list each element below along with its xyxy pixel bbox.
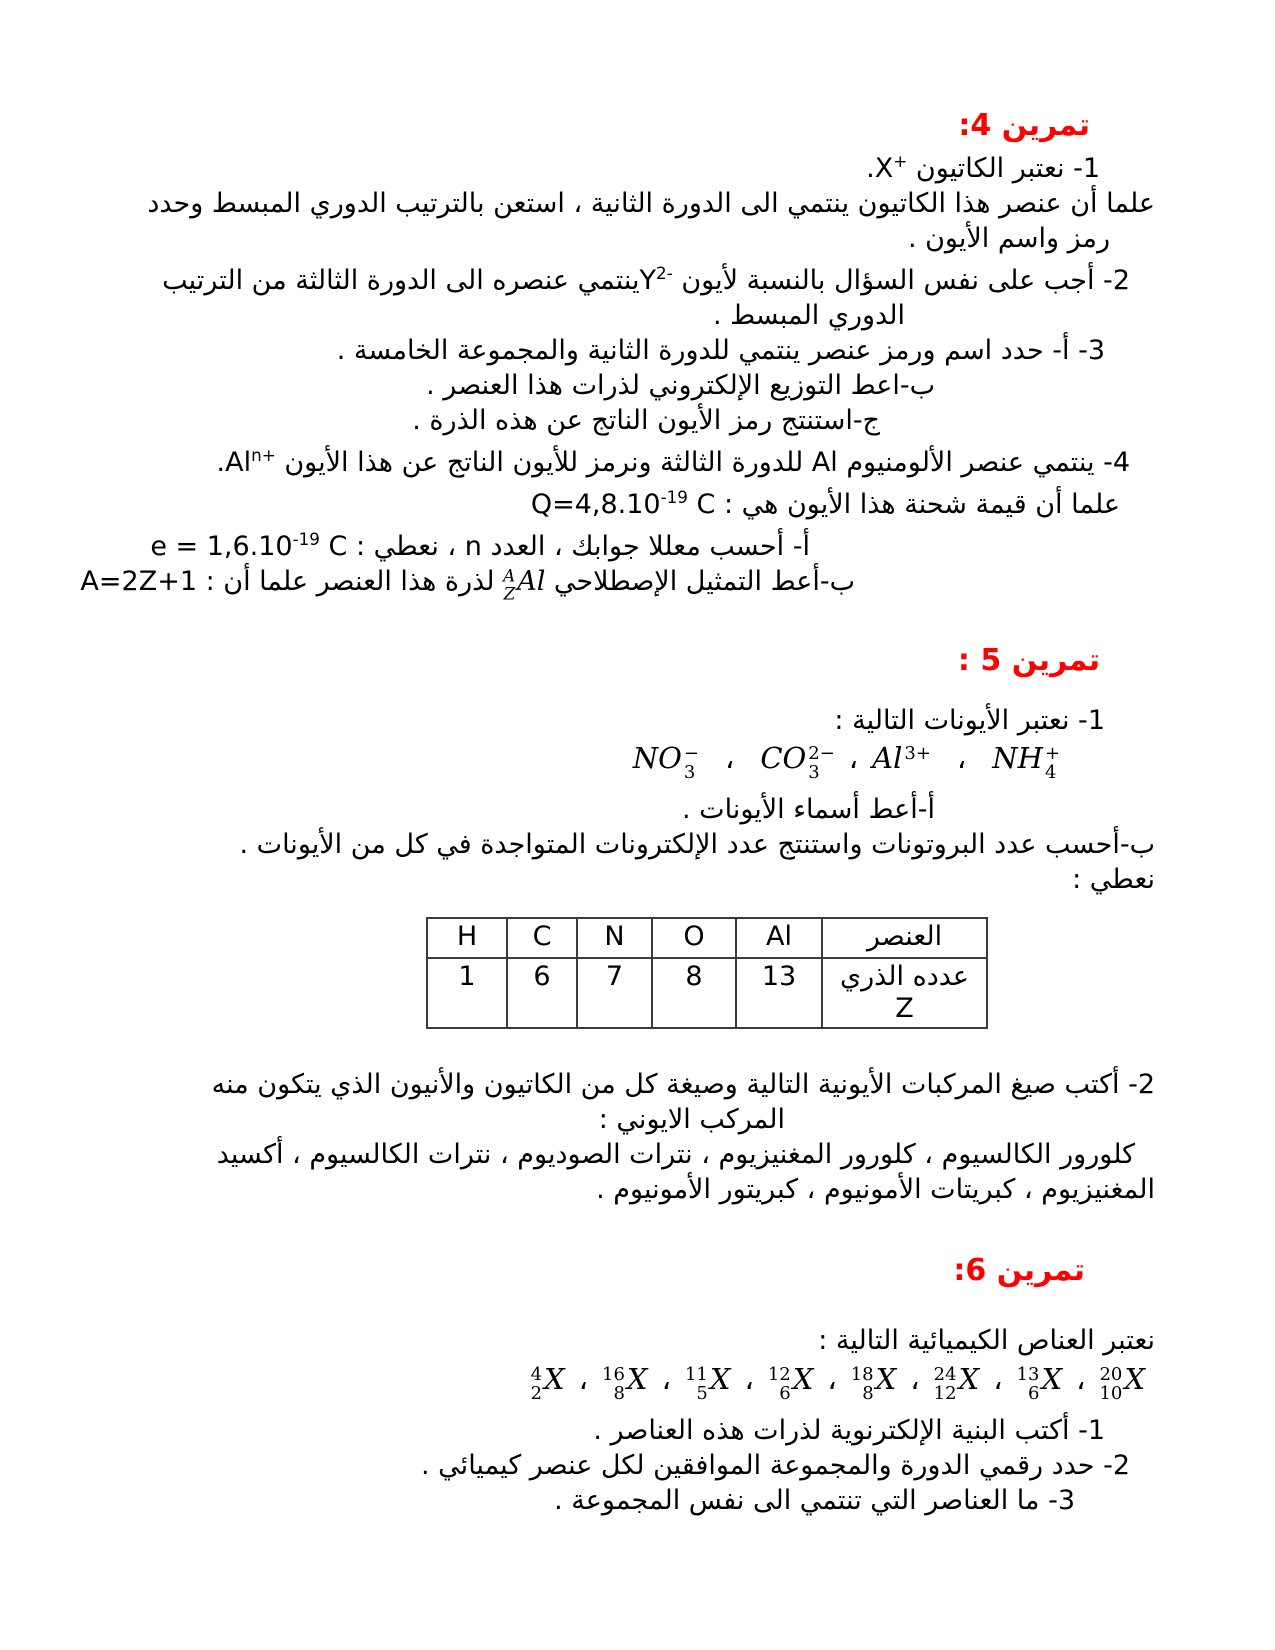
- x-nuclide-symbol: X: [1124, 1361, 1145, 1396]
- mass-number: 13: [1016, 1363, 1040, 1385]
- ex4-item-4b-text: ب-أعط التمثيل الإصطلاحي: [545, 566, 855, 597]
- ex5-item-2-cont: المركب الايوني :: [598, 1103, 785, 1135]
- ion-base: NO: [632, 741, 682, 776]
- arabic-comma: ،: [956, 741, 967, 776]
- q-value: Q=4,8.10: [530, 489, 661, 520]
- table-header-row: [427, 918, 987, 958]
- ex6-intro: نعتبر العناص الكيميائية التالية :: [818, 1324, 1155, 1356]
- atomic-number: 5: [696, 1382, 708, 1404]
- e-value-formula: [150, 522, 347, 564]
- x-charge: +: [893, 151, 908, 171]
- exercise-4-heading: تمرين 4:: [958, 108, 1090, 143]
- x-nuclide-symbol: X: [792, 1361, 814, 1396]
- exercise-6-heading: تمرين 6:: [953, 1252, 1085, 1288]
- ex4-line-3: رمز واسم الأيون .: [907, 223, 1110, 254]
- isotope-18-8: [851, 1358, 897, 1413]
- ion-charge: 3+: [904, 743, 931, 765]
- isotope-12-6: [768, 1358, 814, 1413]
- arabic-comma: ،: [578, 1361, 589, 1396]
- ex4-item-2-rest: ينتمي عنصره الى الدورة الثالثة من الترتيب: [162, 265, 640, 296]
- ex4-line-2: علما أن عنصر هذا الكاتيون ينتمي الى الدورة الثانية ، استعن بالترتيب الدوري المبسط وحدد: [147, 188, 1155, 219]
- exercise-5-heading: تمرين 5 :: [957, 643, 1100, 679]
- ion-charge: −: [683, 743, 699, 765]
- carbonate-ion: [760, 738, 834, 792]
- atomic-number-table: [426, 917, 988, 1029]
- ex5-compounds-list-2: المغنيزيوم ، كبريتات الأمونيوم ، كبريتور الأمونيوم .: [596, 1173, 1155, 1205]
- isotope-4-2: [531, 1358, 565, 1413]
- az-al-nuclide-notation: [503, 564, 545, 611]
- q-unit: C: [687, 489, 716, 520]
- z-o-value: 8: [652, 958, 736, 1028]
- isotopes-formula-line: [110, 1358, 1155, 1413]
- ion-subscript: 4: [1044, 762, 1057, 784]
- x-symbol: X: [874, 153, 894, 184]
- atomic-number: 6: [1028, 1382, 1040, 1404]
- ex5-item-1: 1- نعتبر الأيونات التالية :: [834, 705, 1105, 737]
- ex5-item-2: 2- أكتب صيغ المركبات الأيونية التالية وصيغة كل من الكاتيون والأنيون الذي يتكون منه: [211, 1068, 1155, 1100]
- ex5-item-1a: أ-أعط أسماء الأيونات .: [682, 793, 935, 825]
- mass-number: 12: [767, 1363, 791, 1385]
- atomic-number-z: Z: [503, 583, 516, 604]
- mass-number: 24: [933, 1363, 957, 1385]
- isotope-13-6: [1017, 1358, 1063, 1413]
- element-n-cell: N: [577, 918, 652, 958]
- atomic-number: 10: [1099, 1382, 1123, 1404]
- cation-x-plus-formula: [875, 144, 908, 186]
- mass-number: 18: [850, 1363, 874, 1385]
- element-label-cell: العنصر: [822, 918, 987, 958]
- al-nuclide-symbol: Al: [517, 566, 546, 597]
- ex4-item-4a: [110, 522, 1155, 564]
- isotope-11-5: [685, 1358, 731, 1413]
- anion-y2-formula: [640, 256, 673, 298]
- z-c-value: 6: [507, 958, 577, 1028]
- e-unit: C: [319, 531, 348, 562]
- arabic-comma: ،: [910, 1361, 920, 1396]
- mass-number-a: A: [503, 565, 516, 586]
- isotope-20-10: [1099, 1358, 1145, 1413]
- ion-base: CO: [760, 741, 807, 776]
- al-symbol: Al: [225, 447, 252, 478]
- ex5-given-label: نعطي :: [1072, 863, 1155, 895]
- ex5-compounds-list-1: كلورور الكالسيوم ، كلورور المغنيزيوم ، نترات الصوديوم ، نترات الكالسيوم ، أكسيد: [216, 1138, 1135, 1170]
- z-label-cell: عدده الذري Z: [822, 958, 987, 1028]
- x-nuclide-symbol: X: [626, 1361, 648, 1396]
- arabic-comma: ،: [848, 741, 859, 776]
- ex4-item-3b: ب-اعط التوزيع الإلكتروني لذرات هذا العنصر .: [426, 370, 935, 401]
- mass-number: 11: [684, 1363, 708, 1385]
- arabic-comma: ،: [744, 1361, 754, 1396]
- isotope-24-12: [934, 1358, 980, 1413]
- ex4-item-1: [110, 144, 1155, 186]
- z-h-value: 1: [427, 958, 507, 1028]
- z-n-value: 7: [577, 958, 652, 1028]
- atomic-number: 6: [779, 1382, 791, 1404]
- ex4-item-4-text: 4- ينتمي عنصر الألومنيوم: [837, 447, 1130, 478]
- arabic-comma: ،: [1076, 1361, 1086, 1396]
- ex4-item-1-period: .: [866, 153, 875, 184]
- ex6-item-2: 2- حدد رقمي الدورة والمجموعة الموافقين لكل عنصر كيميائي .: [421, 1449, 1130, 1481]
- table-z-row: [427, 958, 987, 1028]
- al-charge: n+: [251, 445, 276, 465]
- mass-number: 16: [602, 1363, 625, 1385]
- ex4-item-4a-text: أ- أحسب معللا جوابك ، العدد: [481, 531, 810, 562]
- ion-base: Al: [872, 741, 903, 776]
- ion-subscript: 3: [683, 762, 696, 784]
- ex4-item-4a-text2: ، نعطي :: [347, 531, 465, 562]
- ex4-line-5: الدوري المبسط .: [712, 300, 905, 331]
- ex4-item-4-mid: للدورة الثالثة ونرمز للأيون الناتج عن هذا الأيون: [275, 447, 812, 478]
- ions-list: [633, 738, 1060, 792]
- ammonium-ion: [992, 738, 1060, 792]
- ex4-item-3c: ج-استنتج رمز الأيون الناتج عن هذه الذرة .: [412, 405, 880, 436]
- ion-charge: 2−: [808, 743, 835, 765]
- ex4-item-4-period: .: [216, 447, 226, 478]
- ex4-item-4: [110, 438, 1155, 480]
- ex6-item-1: 1- أكتب البنية الإلكترنوية لذرات هذه العناصر .: [593, 1414, 1105, 1446]
- arabic-comma: ،: [661, 1361, 671, 1396]
- atomic-number: 8: [613, 1382, 625, 1404]
- ex4-item-1-text: 1- نعتبر الكاتيون: [907, 153, 1100, 184]
- x-nuclide-symbol: X: [875, 1361, 897, 1396]
- aluminium-ion-formula: [225, 438, 276, 480]
- ex5-item-1b: ب-أحسب عدد البروتونات واستنتج عدد الإلكترونات المتواجدة في كل من الأيونات .: [239, 828, 1155, 860]
- aluminium-symbol: Al: [811, 447, 838, 478]
- ions-formula-line: [110, 738, 1155, 792]
- ion-base: NH: [992, 741, 1043, 776]
- ex4-item-4b: [80, 564, 1155, 611]
- charge-value-formula: [531, 480, 716, 522]
- element-o-cell: O: [652, 918, 736, 958]
- a-2z-plus-1-formula: A=2Z+1: [80, 566, 197, 597]
- x-nuclide-symbol: X: [958, 1361, 980, 1396]
- charge-statement: علما أن قيمة شحنة هذا الأيون هي :: [715, 489, 1120, 520]
- ion-charge: +: [1044, 743, 1060, 765]
- x-nuclide-symbol: X: [709, 1361, 731, 1396]
- e-value: e = 1,6.10: [150, 531, 293, 562]
- ion-subscript: 3: [808, 762, 820, 784]
- z-al-value: 13: [736, 958, 822, 1028]
- e-exponent: -19: [292, 529, 320, 549]
- element-h-cell: H: [427, 918, 507, 958]
- mass-number: 4: [530, 1363, 542, 1385]
- ex4-charge-line: [110, 480, 1155, 522]
- nitrate-ion: [633, 738, 699, 792]
- atomic-number: 2: [530, 1382, 542, 1404]
- arabic-comma: ،: [724, 741, 735, 776]
- x-nuclide-symbol: X: [1041, 1361, 1063, 1396]
- ex4-item-4b-text2: لذرة هذا العنصر علما أن :: [197, 566, 504, 597]
- x-nuclide-symbol: X: [544, 1361, 565, 1396]
- y-charge: 2-: [656, 263, 673, 283]
- n-variable: n: [464, 531, 482, 562]
- mass-number: 20: [1099, 1363, 1123, 1385]
- y-symbol: Y: [639, 265, 657, 296]
- ex6-item-3: 3- ما العناصر التي تنتمي الى نفس المجموعة .: [554, 1484, 1075, 1516]
- element-c-cell: C: [507, 918, 577, 958]
- az-stack: [503, 565, 516, 604]
- arabic-comma: ،: [993, 1361, 1003, 1396]
- ex4-item-2-text: 2- أجب على نفس السؤال بالنسبة لأيون: [672, 265, 1130, 296]
- ex4-item-3a: 3- أ- حدد اسم ورمز عنصر ينتمي للدورة الثانية والمجموعة الخامسة .: [336, 335, 1105, 366]
- ex4-item-2: [110, 256, 1155, 298]
- q-exponent: -19: [660, 487, 688, 507]
- element-al-cell: Al: [736, 918, 822, 958]
- arabic-comma: ،: [827, 1361, 837, 1396]
- aluminium-ion: [872, 738, 931, 792]
- atomic-number: 8: [862, 1382, 874, 1404]
- atomic-number: 12: [933, 1382, 957, 1404]
- isotopes-list: [531, 1358, 1145, 1413]
- isotope-16-8: [602, 1358, 648, 1413]
